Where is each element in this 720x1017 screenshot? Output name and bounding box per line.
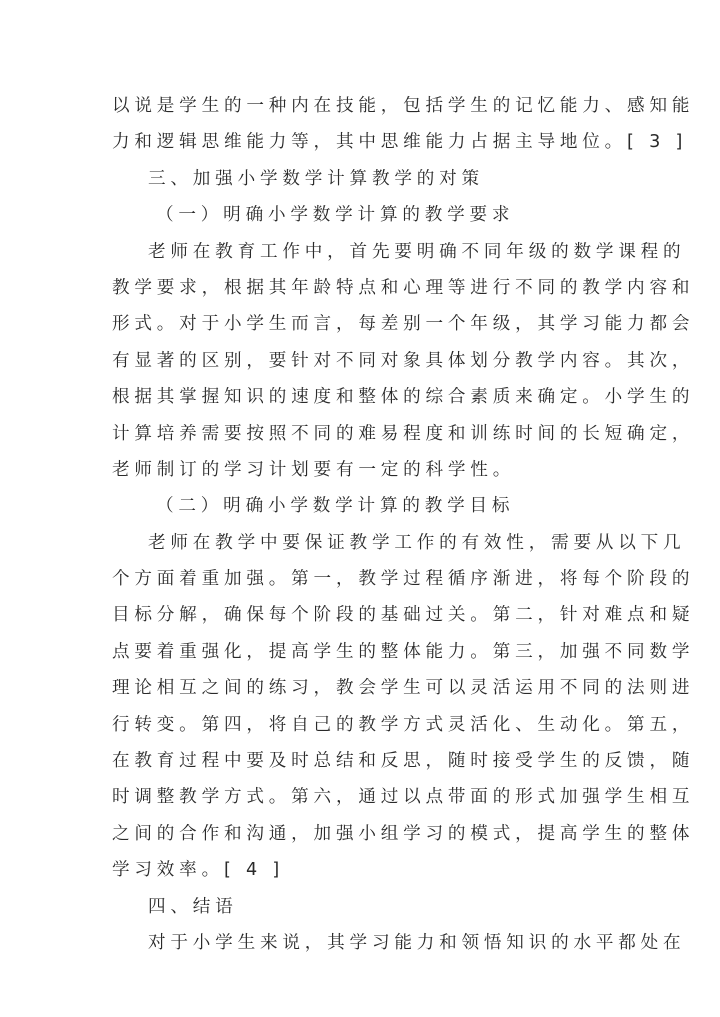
text-line: 理论相互之间的练习，教会学生可以灵活运用不同的法则进 (112, 678, 695, 699)
text-line: 个方面着重加强。第一，教学过程循序渐进，将每个阶段的 (112, 569, 695, 590)
text-line: 计算培养需要按照不同的难易程度和训练时间的长短确定， (112, 423, 695, 444)
text-line: 对于小学生来说，其学习能力和领悟知识的水平都处在 (148, 932, 686, 953)
text-line: 之间的合作和沟通，加强小组学习的模式，提高学生的整体 (112, 823, 695, 844)
text-line: 在教育过程中要及时总结和反思，随时接受学生的反馈，随 (112, 751, 695, 772)
text-line: 力和逻辑思维能力等，其中思维能力占据主导地位。[ 3 ] (112, 132, 688, 153)
subsection-heading-2: （二）明确小学数学计算的教学目标 (156, 496, 515, 517)
text-line: 点要着重强化，提高学生的整体能力。第三，加强不同数学 (112, 641, 695, 662)
text-line: 以说是学生的一种内在技能，包括学生的记忆能力、感知能 (112, 96, 695, 116)
text-line: 形式。对于小学生而言，每差别一个年级，其学习能力都会 (112, 314, 695, 335)
text-line: 老师制订的学习计划要有一定的科学性。 (112, 459, 516, 480)
text-line: 行转变。第四，将自己的教学方式灵活化、生动化。第五， (112, 714, 695, 735)
section-heading-3: 三、加强小学数学计算教学的对策 (148, 168, 484, 189)
text-line: 老师在教育工作中，首先要明确不同年级的数学课程的 (148, 241, 686, 262)
text-line: 目标分解，确保每个阶段的基础过关。第二，针对难点和疑 (112, 605, 695, 626)
text-line: 学习效率。[ 4 ] (112, 860, 285, 881)
text-line: 根据其掌握知识的速度和整体的综合素质来确定。小学生的 (112, 387, 695, 408)
section-heading-4: 四、结语 (148, 896, 238, 917)
text-line: 老师在教学中要保证教学工作的有效性，需要从以下几 (148, 532, 686, 553)
text-line: 有显著的区别，要针对不同对象具体划分教学内容。其次， (112, 350, 695, 371)
text-line: 教学要求，根据其年龄特点和心理等进行不同的教学内容和 (112, 277, 695, 298)
text-line: 时调整教学方式。第六，通过以点带面的形式加强学生相互 (112, 787, 695, 808)
document-page (112, 88, 695, 961)
subsection-heading-1: （一）明确小学数学计算的教学要求 (156, 205, 515, 226)
